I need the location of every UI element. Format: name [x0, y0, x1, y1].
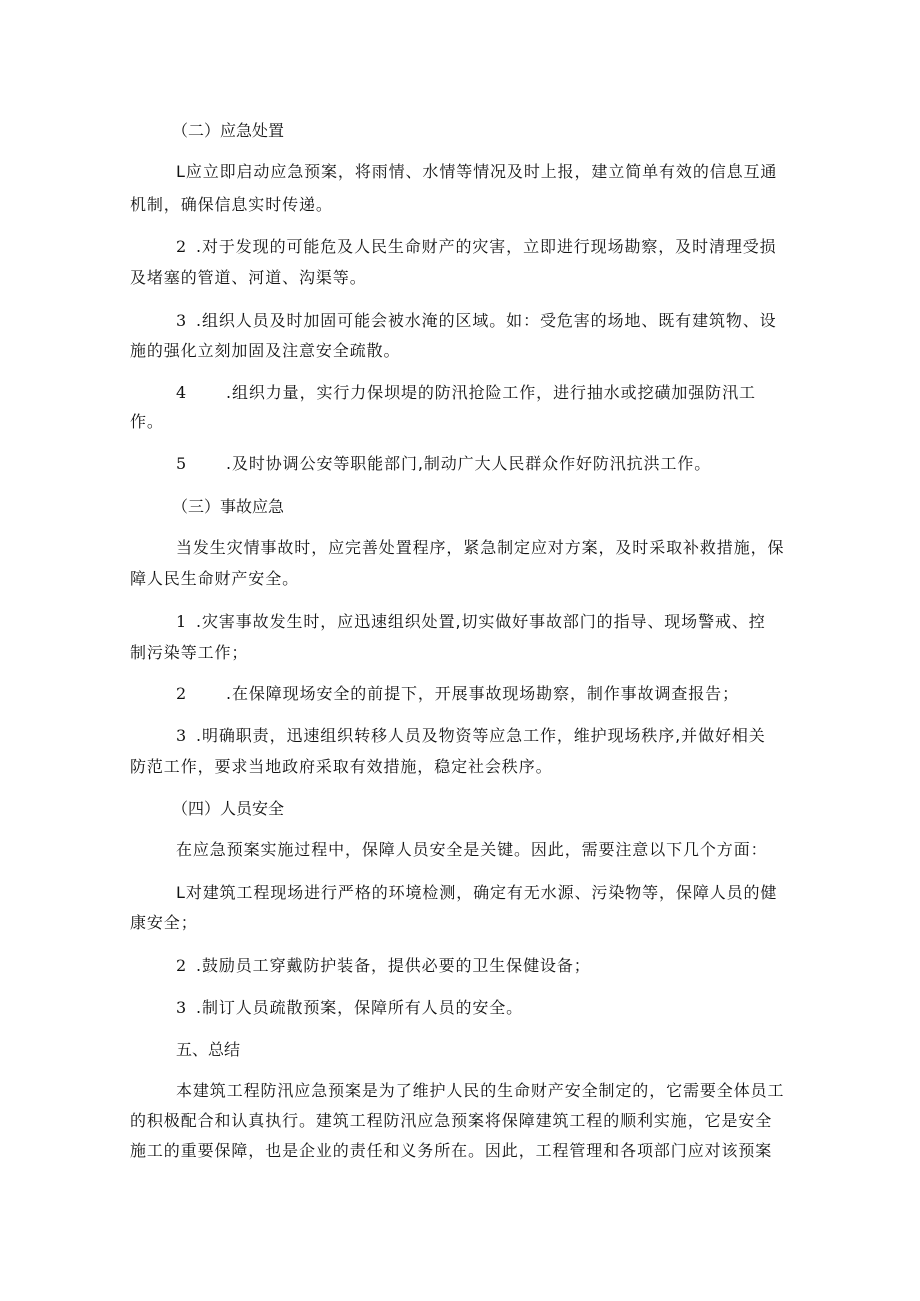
paragraph-line: .及时协调公安等职能部门,制动广大人民群众作好防汛抗洪工作。	[226, 454, 712, 473]
list-number: 4	[176, 383, 187, 402]
list-number: 3	[176, 311, 187, 330]
section-heading-emergency-handling: （二）应急处置	[172, 121, 285, 140]
section-heading-personnel-safety: （四）人员安全	[172, 799, 285, 818]
paragraph-line: 施工的重要保障，也是企业的责任和义务所在。因此，工程管理和各项部门应对该预案	[130, 1141, 773, 1160]
paragraph-line: 制污染等工作；	[130, 643, 249, 662]
paragraph-line: .明确职责，迅速组织转移人员及物资等应急工作，维护现场秩序,并做好相关	[196, 726, 766, 745]
paragraph-line: L对建筑工程现场进行严格的环境检测，确定有无水源、污染物等，保障人员的健	[176, 883, 778, 902]
list-number: 5	[176, 454, 187, 473]
paragraph-line: 机制，确保信息实时传递。	[130, 195, 333, 214]
paragraph-line: 的积极配合和认真执行。建筑工程防汛应急预案将保障建筑工程的顺利实施，它是安全	[130, 1111, 773, 1130]
paragraph-line: 及堵塞的管道、河道、沟渠等。	[130, 268, 367, 287]
list-number: 3	[176, 998, 187, 1017]
paragraph-line: 康安全；	[130, 913, 198, 932]
paragraph-line: .组织人员及时加固可能会被水淹的区域。如：受危害的场地、既有建筑物、设	[196, 311, 777, 330]
paragraph-line: .组织力量，实行力保坝堤的防汛抢险工作，进行抽水或挖磺加强防汛工	[226, 383, 756, 402]
list-number: 2	[176, 237, 187, 256]
paragraph-line: 施的强化立刻加固及注意安全疏散。	[130, 341, 401, 360]
list-number: 1	[176, 612, 187, 631]
list-number: 2	[176, 684, 187, 703]
paragraph-line: .灾害事故发生时，应迅速组织处置,切实做好事故部门的指导、现场警戒、控	[196, 612, 766, 631]
list-number: 3	[176, 726, 187, 745]
paragraph-line: L应立即启动应急预案，将雨情、水情等情况及时上报，建立简单有效的信息互通	[176, 162, 778, 181]
paragraph-line: 在应急预案实施过程中，保障人员安全是关键。因此，需要注意以下几个方面：	[176, 840, 768, 859]
section-heading-summary: 五、总结	[176, 1040, 241, 1059]
paragraph-line: 本建筑工程防汛应急预案是为了维护人民的生命财产安全制定的，它需要全体员工	[176, 1081, 785, 1100]
paragraph-line: 当发生灾情事故时，应完善处置程序，紧急制定应对方案，及时采取补救措施，保	[176, 538, 785, 557]
section-heading-accident-emergency: （三）事故应急	[172, 497, 285, 516]
paragraph-line: 作。	[130, 412, 164, 431]
list-number: 2	[176, 956, 187, 975]
paragraph-line: .鼓励员工穿戴防护装备，提供必要的卫生保健设备；	[196, 956, 591, 975]
paragraph-line: .在保障现场安全的前提下，开展事故现场勘察，制作事故调查报告；	[226, 684, 739, 703]
paragraph-line: 障人民生命财产安全。	[130, 569, 300, 588]
paragraph-line: .对于发现的可能危及人民生命财产的灾害，立即进行现场勘察，及时清理受损	[196, 237, 777, 256]
paragraph-line: 防范工作，要求当地政府采取有效措施，稳定社会秩序。	[130, 757, 553, 776]
paragraph-line: .制订人员疏散预案，保障所有人员的安全。	[196, 998, 524, 1017]
